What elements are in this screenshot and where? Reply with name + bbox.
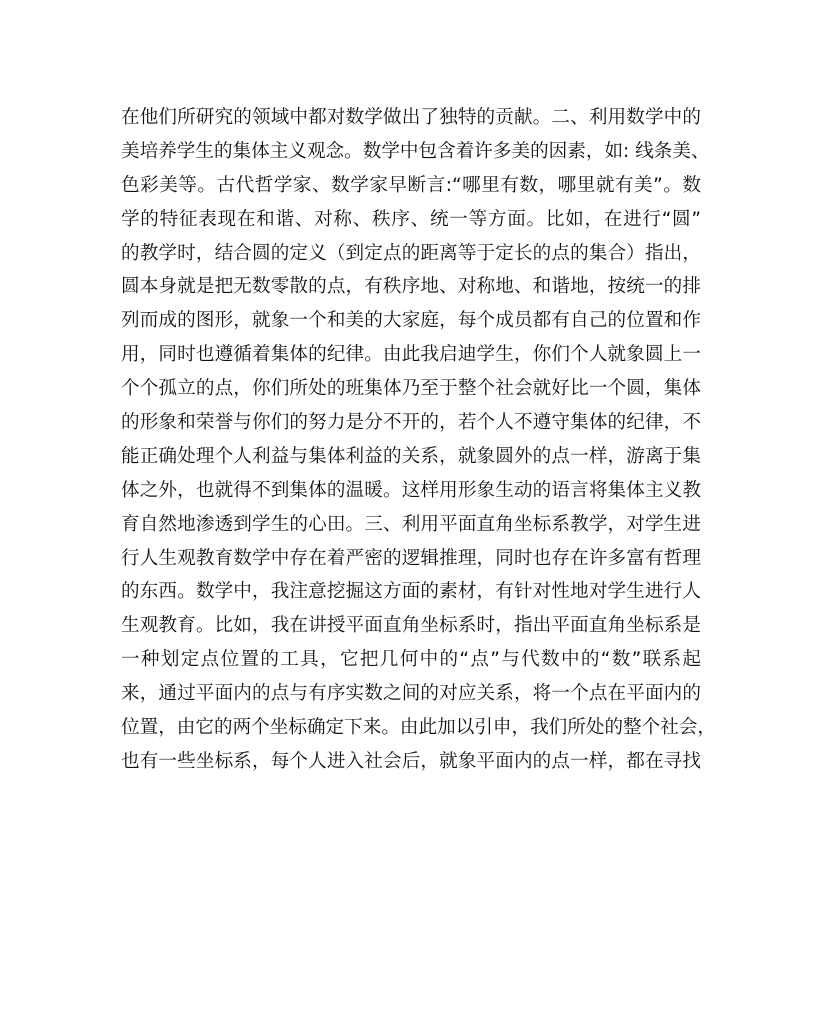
text-line: 也有一些坐标系，每个人进入社会后，就象平面内的点一样，都在寻找 xyxy=(121,750,701,772)
text-line: 位置，由它的两个坐标确定下来。由此加以引申，我们所处的整个社会， xyxy=(121,717,717,739)
text-line: 的教学时，结合圆的定义（到定点的距离等于定长的点的集合）指出， xyxy=(121,242,701,264)
text-line: 圆本身就是把无数零散的点，有秩序地、对称地、和谐地，按统一的排 xyxy=(121,276,701,298)
text-line: 育自然地渗透到学生的心田。三、利用平面直角坐标系教学，对学生进 xyxy=(121,513,701,535)
text-line: 的形象和荣誉与你们的努力是分不开的，若个人不遵守集体的纪律，不 xyxy=(121,412,701,434)
text-line: 用，同时也遵循着集体的纪律。由此我启迪学生，你们个人就象圆上一 xyxy=(121,344,701,366)
text-line: 能正确处理个人利益与集体利益的关系，就象圆外的点一样，游离于集 xyxy=(121,445,701,467)
text-line: 在他们所研究的领域中都对数学做出了独特的贡献。二、利用数学中的 xyxy=(121,107,701,128)
text-line: 美培养学生的集体主义观念。数学中包含着许多美的因素，如: 线条美、 xyxy=(121,140,710,162)
text-line: 色彩美等。古代哲学家、数学家早断言:“哪里有数，哪里就有美”。数 xyxy=(121,174,701,196)
text-line: 体之外，也就得不到集体的温暖。这样用形象生动的语言将集体主义教 xyxy=(121,479,701,501)
text-line: 来，通过平面内的点与有序实数之间的对应关系，将一个点在平面内的 xyxy=(121,683,701,705)
text-line: 生观教育。比如，我在讲授平面直角坐标系时，指出平面直角坐标系是 xyxy=(121,615,701,637)
text-line: 学的特征表现在和谐、对称、秩序、统一等方面。比如，在进行“圆” xyxy=(121,208,701,230)
text-line: 行人生观教育数学中存在着严密的逻辑推理，同时也存在许多富有哲理 xyxy=(121,547,701,569)
text-line: 一种划定点位置的工具，它把几何中的“点”与代数中的“数”联系起 xyxy=(121,649,701,671)
body-text xyxy=(121,101,717,779)
text-line: 个个孤立的点，你们所处的班集体乃至于整个社会就好比一个圆，集体 xyxy=(121,378,701,400)
text-line: 的东西。数学中，我注意挖掘这方面的素材，有针对性地对学生进行人 xyxy=(121,581,701,603)
text-line: 列而成的图形，就象一个和美的大家庭，每个成员都有自己的位置和作 xyxy=(121,310,701,332)
